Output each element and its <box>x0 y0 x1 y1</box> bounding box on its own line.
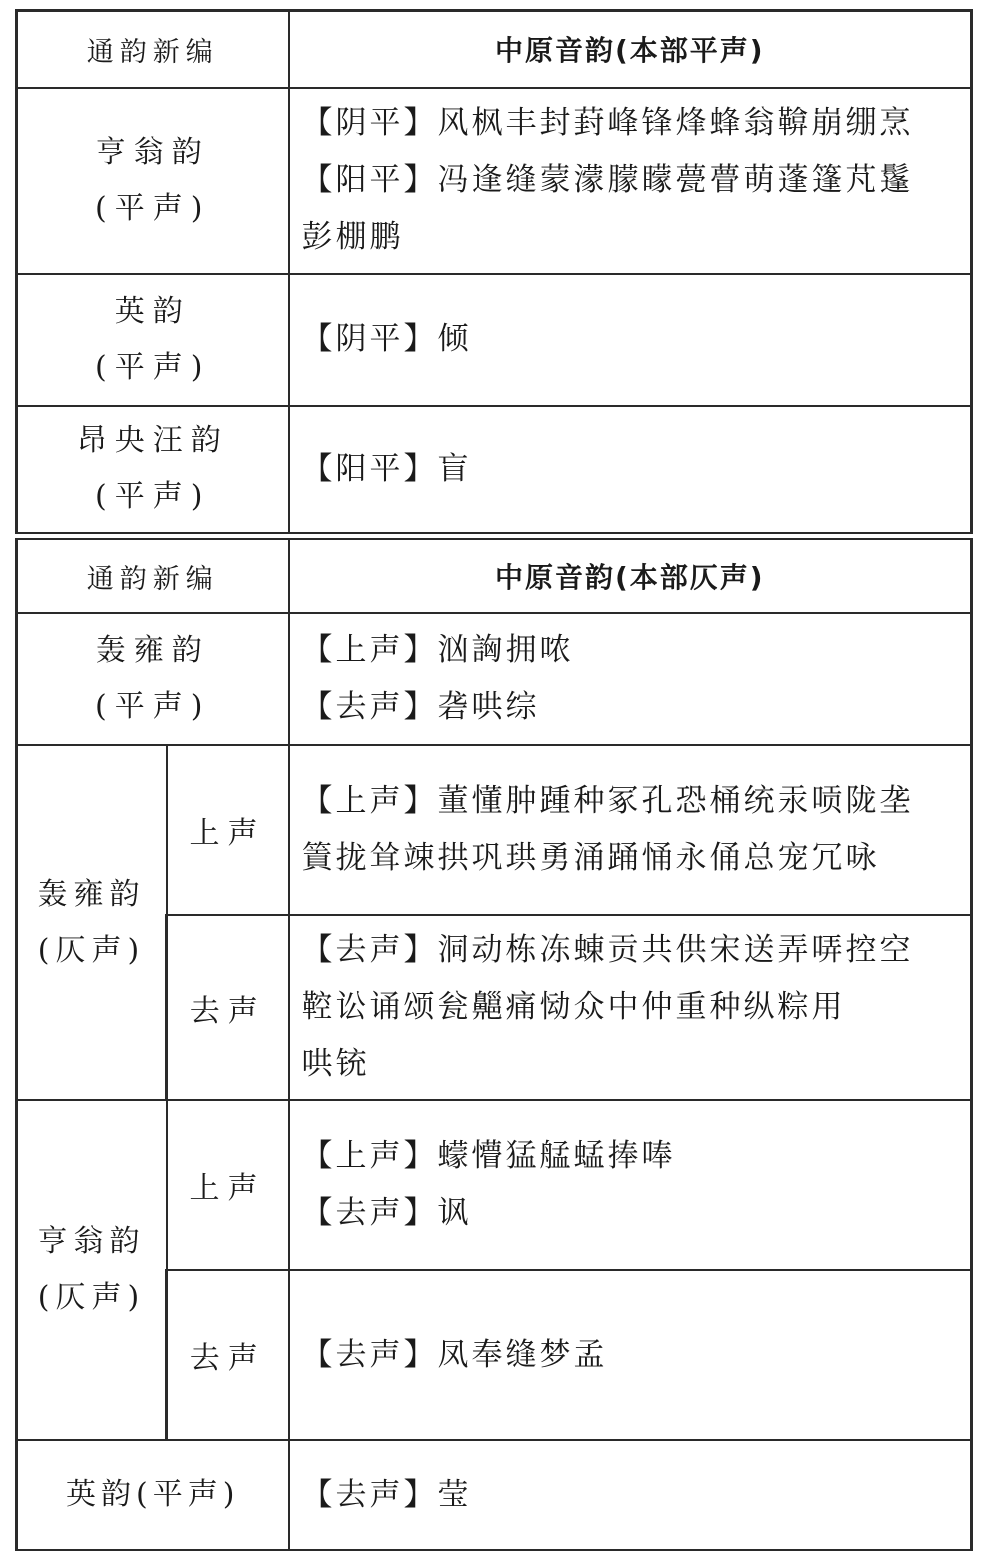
characters-line: 【去声】洞动栋冻蝀贡共供宋送弄哢控空 <box>301 932 914 968</box>
rhyme-tone: (仄声) <box>37 1280 146 1315</box>
characters-cell <box>289 915 972 1100</box>
characters-line: 鞚讼诵颂瓮齆痛恸众中仲重种纵粽用 <box>301 989 846 1025</box>
tone-label: 上声 <box>167 745 289 915</box>
table-row <box>17 745 972 915</box>
characters-line: 【上声】汹詾拥哝 <box>301 632 574 668</box>
characters-line: 【去声】砻哄综 <box>301 689 540 725</box>
rhyme-name: 轰雍韵 <box>37 876 146 912</box>
rhyme-table-level-tone <box>15 9 973 534</box>
table-row <box>17 613 972 745</box>
tone-label: 去声 <box>167 1270 289 1440</box>
characters-line: 【去声】莹 <box>301 1476 472 1513</box>
characters-cell <box>289 1100 972 1270</box>
rhyme-tone: (平声) <box>95 479 211 514</box>
table-row <box>17 1440 972 1550</box>
rhyme-tone: (平声) <box>95 349 211 385</box>
characters-line: 【上声】蠓懵猛艋蜢捧唪 <box>301 1138 676 1174</box>
characters-cell <box>289 88 972 274</box>
rhyme-table-oblique-tone <box>15 538 973 1551</box>
characters-cell <box>289 745 972 915</box>
rhyme-tone: (仄声) <box>37 932 146 968</box>
characters-line: 【去声】凤奉缝梦孟 <box>301 1336 608 1373</box>
rhyme-cell <box>17 88 289 274</box>
table-header-row <box>17 11 972 88</box>
table-header-row <box>17 539 972 613</box>
rhyme-name: 亨翁韵 <box>37 1224 146 1259</box>
characters-line: 哄铳 <box>301 1046 370 1082</box>
header-tongyun-xinbian: 通韵新编 <box>17 11 289 88</box>
characters-cell <box>289 406 972 533</box>
characters-cell <box>289 613 972 745</box>
rhyme-cell <box>17 274 289 406</box>
characters-line: 篢拢耸竦拱巩珙勇涌踊悀永俑总宠冗咏 <box>301 840 880 876</box>
tone-label: 上声 <box>167 1100 289 1270</box>
rhyme-name: 轰雍韵 <box>95 633 210 668</box>
characters-line: 【阳平】盲 <box>301 450 472 487</box>
characters-line: 【上声】董懂肿踵种冢孔恐桶统汞唝陇垄 <box>301 783 914 819</box>
characters-line: 【去声】讽 <box>301 1195 472 1231</box>
rhyme-cell <box>17 745 167 1100</box>
header-zhongyuan-yinyun: 中原音韵(本部仄声) <box>289 539 972 613</box>
rhyme-tone: (平声) <box>95 689 211 724</box>
table-row <box>17 274 972 406</box>
rhyme-name: 昂央汪韵 <box>76 423 229 458</box>
tone-label: 去声 <box>167 915 289 1100</box>
header-zhongyuan-yinyun: 中原音韵(本部平声) <box>289 11 972 88</box>
rhyme-cell <box>17 613 289 745</box>
rhyme-name: 英韵 <box>114 293 191 329</box>
rhyme-name: 亨翁韵 <box>95 134 210 170</box>
rhyme-cell: 英韵(平声) <box>17 1440 289 1550</box>
characters-line: 【阳平】冯逢缝蒙濛朦矇甍瞢萌蓬篷芃鬔 <box>301 162 914 198</box>
characters-cell <box>289 274 972 406</box>
characters-line: 【阴平】风枫丰封葑峰锋烽蜂翁鞥崩绷烹 <box>301 105 914 141</box>
table-row <box>17 406 972 533</box>
table-separator-line <box>15 532 970 534</box>
characters-cell <box>289 1270 972 1440</box>
rhyme-tone: (平声) <box>95 190 211 226</box>
table-row <box>17 1100 972 1270</box>
rhyme-cell <box>17 406 289 533</box>
rhyme-cell <box>17 1100 167 1440</box>
characters-cell <box>289 1440 972 1550</box>
table-row <box>17 88 972 274</box>
characters-line: 【阴平】倾 <box>301 321 472 357</box>
characters-line: 彭棚鹏 <box>301 219 404 255</box>
header-tongyun-xinbian: 通韵新编 <box>17 539 289 613</box>
